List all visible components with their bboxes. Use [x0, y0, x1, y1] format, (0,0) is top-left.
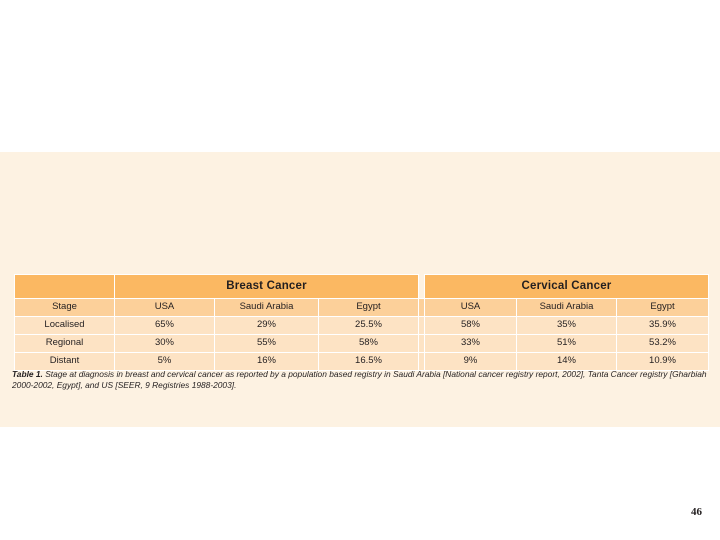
cell-regional-breast-usa: 30%: [115, 335, 215, 353]
table-row: [15, 317, 709, 335]
column-header-breast-egypt: Egypt: [319, 299, 419, 317]
cell-distant-breast-usa: 5%: [115, 352, 215, 370]
cell-localised-cervical-usa: 58%: [425, 317, 517, 335]
row-label-distant: Distant: [15, 352, 115, 370]
table-row: [15, 335, 709, 353]
cell-distant-breast-egypt: 16.5%: [319, 352, 419, 370]
stage-at-diagnosis-table: [14, 274, 709, 371]
cell-distant-cervical-usa: 9%: [425, 352, 517, 370]
table-container: [14, 274, 708, 371]
group-header-row: [15, 275, 709, 299]
cell-localised-cervical-saudi-arabia: 35%: [517, 317, 617, 335]
column-header-stage: Stage: [15, 299, 115, 317]
row-label-localised: Localised: [15, 317, 115, 335]
page-number: 46: [691, 506, 702, 518]
column-header-breast-saudi-arabia: Saudi Arabia: [215, 299, 319, 317]
cell-regional-cervical-egypt: 53.2%: [617, 335, 709, 353]
cell-distant-cervical-egypt: 10.9%: [617, 352, 709, 370]
column-header-cervical-egypt: Egypt: [617, 299, 709, 317]
caption-text: Stage at diagnosis in breast and cervical cancer as reported by a population based registry in Saudi Arabia [National cancer registry report, 2002], Tanta Cancer registry [Gharbiah 2000-2002, Egypt], and US [SEER, 9 Registries 1988-2003].: [12, 369, 707, 390]
cell-regional-breast-egypt: 58%: [319, 335, 419, 353]
cell-localised-breast-usa: 65%: [115, 317, 215, 335]
column-header-cervical-saudi-arabia: Saudi Arabia: [517, 299, 617, 317]
column-header-row: [15, 299, 709, 317]
column-header-cervical-usa: USA: [425, 299, 517, 317]
group-header-blank: [15, 275, 115, 299]
cell-distant-breast-saudi-arabia: 16%: [215, 352, 319, 370]
table-caption: [12, 369, 712, 391]
cell-regional-cervical-saudi-arabia: 51%: [517, 335, 617, 353]
group-header-breast-cancer: Breast Cancer: [115, 275, 419, 299]
cell-regional-cervical-usa: 33%: [425, 335, 517, 353]
column-header-breast-usa: USA: [115, 299, 215, 317]
cell-localised-breast-egypt: 25.5%: [319, 317, 419, 335]
table-row: [15, 352, 709, 370]
cell-localised-breast-saudi-arabia: 29%: [215, 317, 319, 335]
cell-regional-breast-saudi-arabia: 55%: [215, 335, 319, 353]
cell-localised-cervical-egypt: 35.9%: [617, 317, 709, 335]
caption-label: Table 1.: [12, 369, 43, 379]
group-header-cervical-cancer: Cervical Cancer: [425, 275, 709, 299]
cell-distant-cervical-saudi-arabia: 14%: [517, 352, 617, 370]
row-label-regional: Regional: [15, 335, 115, 353]
